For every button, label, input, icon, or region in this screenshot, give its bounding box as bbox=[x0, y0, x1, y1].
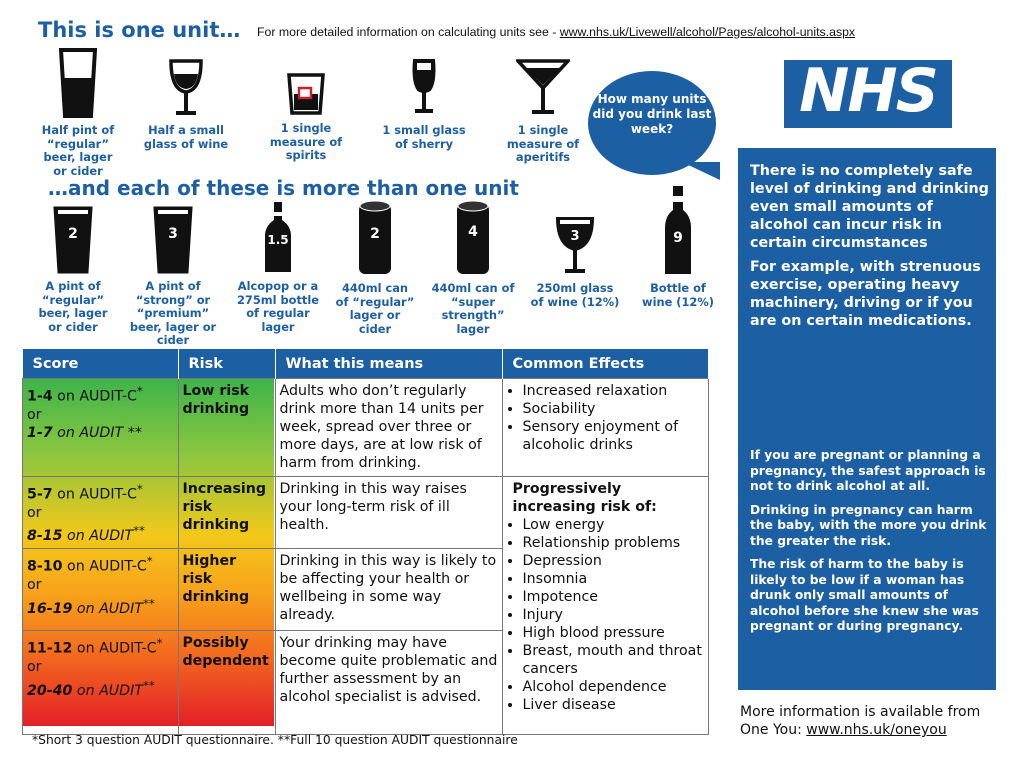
effects-cell bbox=[502, 477, 709, 735]
can-icon bbox=[357, 200, 393, 276]
drink-caption: Alcopop or a 275ml bottle of regular lager bbox=[236, 279, 319, 334]
safety-info-panel bbox=[738, 148, 996, 690]
unit-count: 1.5 bbox=[267, 233, 289, 247]
list-item: • Depression bbox=[523, 552, 705, 570]
warning-text: There is no completely safe level of drinking and drinking even small amounts of alcohol can incur risk in certain circumstances bbox=[750, 163, 989, 251]
drink-caption: Half pint of “regular” beer, lager or cider bbox=[41, 123, 115, 178]
list-item: • High blood pressure bbox=[523, 624, 705, 642]
footnote: *Short 3 question AUDIT questionnaire. **Full 10 question AUDIT questionnaire bbox=[32, 733, 518, 747]
wine-bottle-icon bbox=[663, 184, 693, 276]
pint-glass-icon bbox=[59, 48, 97, 118]
more-than-one-unit-title: …and each of these is more than one unit bbox=[48, 176, 519, 200]
more-info-text: More information is available from bbox=[740, 704, 981, 720]
warning-text: For example, with strenuous exercise, operating heavy machinery, driving or if you are on certain medications. bbox=[750, 259, 981, 329]
list-item: • Liver disease bbox=[523, 696, 705, 714]
drink-can-super bbox=[430, 200, 516, 336]
drink-alcopop bbox=[232, 200, 324, 334]
unit-count: 2 bbox=[370, 226, 380, 242]
risk-cell: Increasing risk drinking bbox=[178, 477, 275, 549]
sherry-glass-icon bbox=[410, 58, 438, 118]
one-unit-title: This is one unit… bbox=[38, 18, 241, 42]
table-row bbox=[23, 477, 709, 549]
drink-aperitif bbox=[500, 58, 586, 165]
effects-cell bbox=[502, 379, 709, 477]
drink-half-wine bbox=[140, 58, 232, 151]
audit-score-table bbox=[22, 349, 709, 735]
list-item: • Increased relaxation bbox=[523, 382, 705, 400]
table-row bbox=[23, 379, 709, 477]
score-cell: 5-7 on AUDIT-C* or 8-15 on AUDIT** bbox=[23, 477, 179, 549]
drink-pint-regular bbox=[30, 206, 116, 334]
unit-count: 9 bbox=[673, 230, 683, 246]
drink-wine-bottle bbox=[640, 184, 716, 309]
drink-half-pint bbox=[38, 48, 118, 178]
meaning-cell: Drinking in this way is likely to be affecting your health or wellbeing in some way already. bbox=[275, 549, 502, 631]
units-question: How many units did you drink last week? bbox=[592, 92, 712, 136]
pint-glass-icon bbox=[153, 206, 193, 274]
units-reference bbox=[257, 25, 855, 39]
list-item: • Injury bbox=[523, 606, 705, 624]
pregnancy-advice bbox=[750, 448, 988, 643]
score-cell: 8-10 on AUDIT-C* or 16-19 on AUDIT** bbox=[23, 549, 179, 631]
drink-pint-strong bbox=[128, 206, 218, 348]
list-item: • Alcohol dependence bbox=[523, 678, 705, 696]
score-cell: 1-4 on AUDIT-C* or 1-7 on AUDIT ** bbox=[23, 379, 179, 477]
drink-can-regular bbox=[334, 200, 416, 336]
pregnancy-text: The risk of harm to the baby is likely to be low if a woman has drunk only small amounts of alcohol before she knew she was pregnant or during pregnancy. bbox=[750, 557, 979, 633]
wine-glass-icon bbox=[555, 216, 595, 276]
drink-spirits bbox=[262, 72, 350, 163]
header-score: Score bbox=[23, 349, 179, 379]
cocktail-glass-icon bbox=[516, 58, 570, 118]
risk-cell: Possibly dependent bbox=[178, 631, 275, 735]
nhs-logo-text: NHS bbox=[799, 56, 937, 126]
list-item: • Insomnia bbox=[523, 570, 705, 588]
drink-caption: Half a small glass of wine bbox=[143, 123, 229, 151]
unit-count: 4 bbox=[468, 224, 478, 240]
list-item: • Breast, mouth and throat cancers bbox=[523, 642, 705, 678]
unit-count: 3 bbox=[168, 226, 178, 242]
risk-cell: Higher risk drinking bbox=[178, 549, 275, 631]
reference-prefix: For more detailed information on calculating units see - bbox=[257, 25, 560, 39]
spirits-glass-icon bbox=[286, 72, 326, 116]
drink-caption: A pint of “strong” or “premium” beer, lager or cider bbox=[129, 279, 217, 347]
unit-count: 2 bbox=[68, 226, 78, 242]
safety-warning bbox=[750, 162, 990, 336]
unit-count: 3 bbox=[570, 229, 580, 244]
drink-caption: 1 small glass of sherry bbox=[382, 123, 466, 151]
header-common-effects: Common Effects bbox=[502, 349, 709, 379]
nhs-logo bbox=[784, 56, 952, 128]
wine-glass-icon bbox=[168, 58, 204, 118]
drink-caption: 440ml can of “super strength” lager bbox=[431, 281, 515, 336]
oneyou-link[interactable]: www.nhs.uk/oneyou bbox=[806, 722, 947, 738]
drink-caption: A pint of “regular” beer, lager or cider bbox=[38, 279, 108, 334]
list-item: • Sensory enjoyment of alcoholic drinks bbox=[523, 418, 705, 454]
more-info-prefix: One You: bbox=[740, 722, 807, 738]
more-info bbox=[740, 703, 980, 739]
header-what-this-means: What this means bbox=[275, 349, 502, 379]
drink-caption: 1 single measure of spirits bbox=[269, 121, 343, 162]
drink-wine-250ml bbox=[530, 216, 620, 309]
score-cell: 11-12 on AUDIT-C* or 20-40 on AUDIT** bbox=[23, 631, 179, 735]
progressive-heading: Progressively increasing risk of: bbox=[512, 481, 657, 515]
header-risk: Risk bbox=[178, 349, 275, 379]
pregnancy-text: If you are pregnant or planning a pregnancy, the safest approach is not to drink alcohol at all. bbox=[750, 448, 986, 493]
meaning-cell: Drinking in this way raises your long-term risk of ill health. bbox=[275, 477, 502, 549]
drink-sherry bbox=[378, 58, 470, 151]
small-bottle-icon bbox=[263, 200, 293, 274]
can-icon bbox=[455, 200, 491, 276]
risk-cell: Low risk drinking bbox=[178, 379, 275, 477]
meaning-cell: Your drinking may have become quite problematic and further assessment by an alcohol specialist is advised. bbox=[275, 631, 502, 735]
drink-caption: 1 single measure of aperitifs bbox=[506, 123, 580, 164]
pregnancy-text: Drinking in pregnancy can harm the baby, with the more you drink the greater the risk. bbox=[750, 502, 987, 548]
list-item: • Impotence bbox=[523, 588, 705, 606]
list-item: • Low energy bbox=[523, 516, 705, 534]
list-item: • Sociability bbox=[523, 400, 705, 418]
drink-caption: 440ml can of “regular” lager or cider bbox=[335, 281, 415, 336]
units-reference-link[interactable]: www.nhs.uk/Livewell/alcohol/Pages/alcohol-units.aspx bbox=[559, 25, 856, 39]
drink-caption: Bottle of wine (12%) bbox=[642, 281, 714, 309]
list-item: • Relationship problems bbox=[523, 534, 705, 552]
pint-glass-icon bbox=[53, 206, 93, 274]
drink-caption: 250ml glass of wine (12%) bbox=[530, 281, 620, 309]
meaning-cell: Adults who don’t regularly drink more than 14 units per week, spread over three or more days, are at low risk of harm from drinking. bbox=[275, 379, 502, 477]
